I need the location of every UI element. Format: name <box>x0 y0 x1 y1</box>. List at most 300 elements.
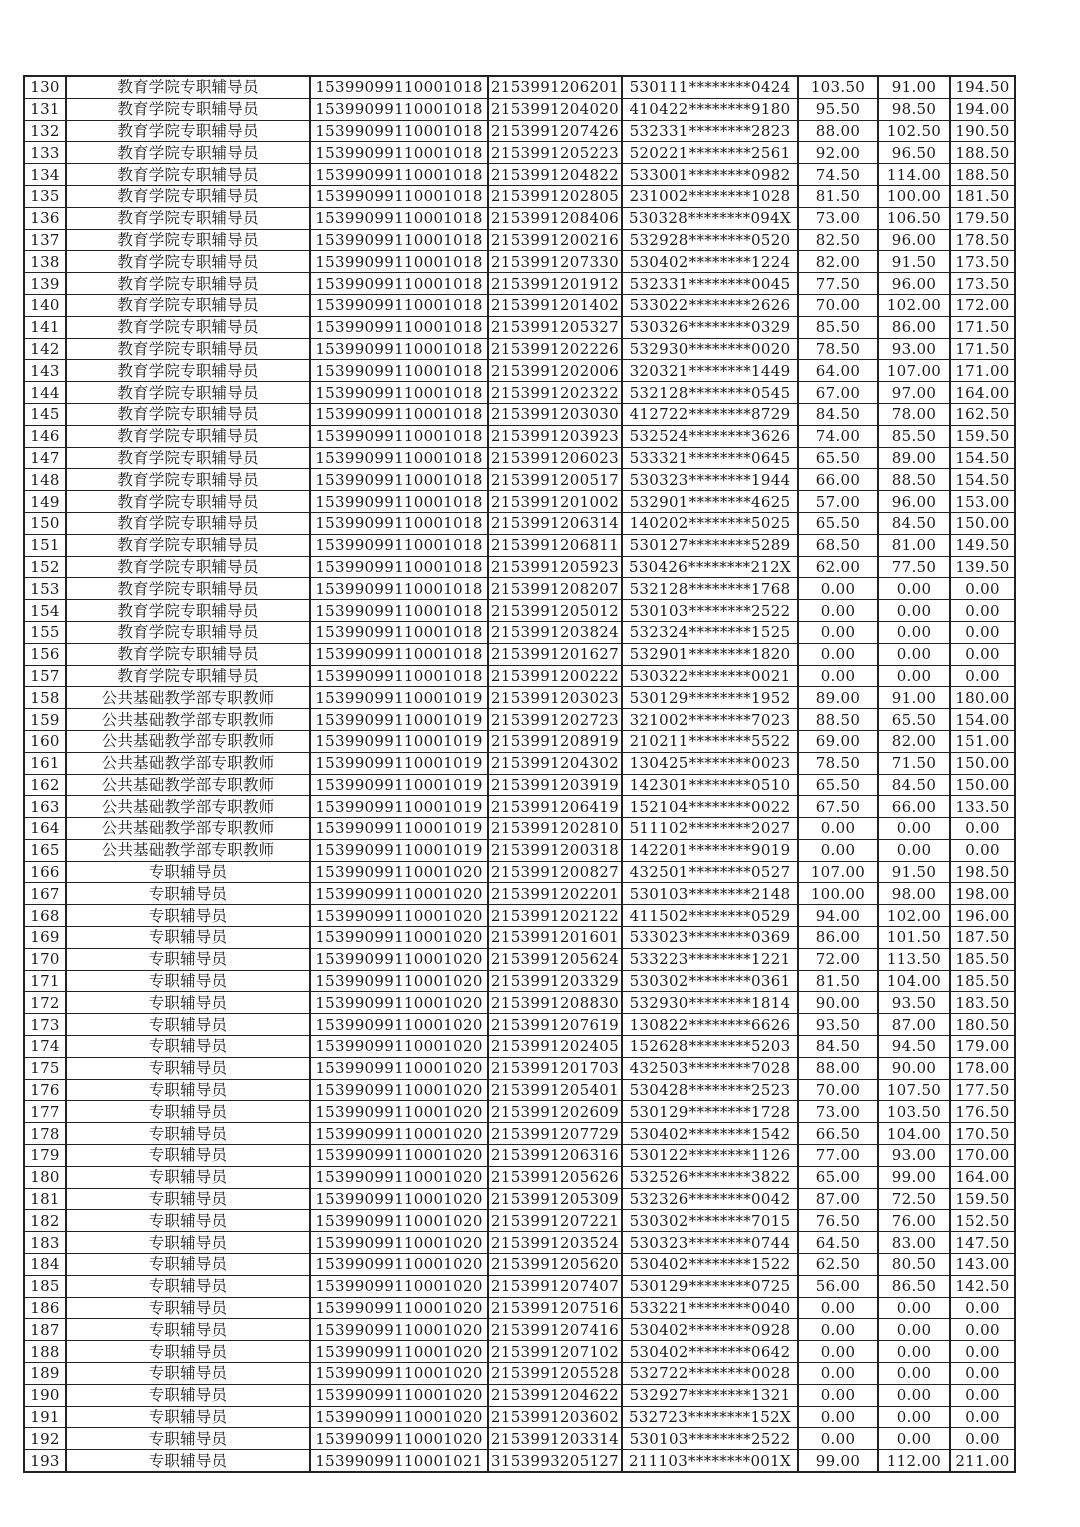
score-1-cell: 100.00 <box>798 883 878 905</box>
position-code-cell: 15399099110001020 <box>310 1101 488 1123</box>
position-code-cell: 15399099110001020 <box>310 1254 488 1276</box>
row-index-cell: 165 <box>24 839 66 861</box>
id-number-cell: 210211********5522 <box>622 730 798 752</box>
ticket-number-cell: 2153991203329 <box>488 970 622 992</box>
position-code-cell: 15399099110001020 <box>310 927 488 949</box>
score-1-cell: 0.00 <box>798 643 878 665</box>
position-code-cell: 15399099110001018 <box>310 273 488 295</box>
total-score-cell: 194.50 <box>950 76 1015 98</box>
position-cell: 专职辅导员 <box>66 883 310 905</box>
id-number-cell: 530122********1126 <box>622 1145 798 1167</box>
score-1-cell: 65.50 <box>798 774 878 796</box>
ticket-number-cell: 2153991205626 <box>488 1166 622 1188</box>
row-index-cell: 161 <box>24 752 66 774</box>
ticket-number-cell: 2153991207221 <box>488 1210 622 1232</box>
id-number-cell: 412722********8729 <box>622 403 798 425</box>
id-number-cell: 530111********0424 <box>622 76 798 98</box>
total-score-cell: 170.00 <box>950 1145 1015 1167</box>
score-2-cell: 91.50 <box>878 251 950 273</box>
id-number-cell: 532723********152X <box>622 1406 798 1428</box>
score-1-cell: 62.00 <box>798 556 878 578</box>
score-2-cell: 104.00 <box>878 1123 950 1145</box>
score-2-cell: 82.00 <box>878 730 950 752</box>
position-cell: 专职辅导员 <box>66 1079 310 1101</box>
position-code-cell: 15399099110001018 <box>310 316 488 338</box>
position-cell: 公共基础教学部专职教师 <box>66 796 310 818</box>
score-2-cell: 0.00 <box>878 1319 950 1341</box>
ticket-number-cell: 2153991202723 <box>488 709 622 731</box>
score-2-cell: 90.00 <box>878 1057 950 1079</box>
total-score-cell: 190.50 <box>950 120 1015 142</box>
position-cell: 专职辅导员 <box>66 1123 310 1145</box>
position-cell: 教育学院专职辅导员 <box>66 534 310 556</box>
score-1-cell: 78.50 <box>798 752 878 774</box>
total-score-cell: 164.00 <box>950 1166 1015 1188</box>
position-cell: 专职辅导员 <box>66 1145 310 1167</box>
position-code-cell: 15399099110001021 <box>310 1450 488 1472</box>
id-number-cell: 530103********2148 <box>622 883 798 905</box>
id-number-cell: 532901********1820 <box>622 643 798 665</box>
position-cell: 教育学院专职辅导员 <box>66 207 310 229</box>
table-row <box>24 730 1015 752</box>
row-index-cell: 155 <box>24 621 66 643</box>
score-1-cell: 67.00 <box>798 382 878 404</box>
score-2-cell: 113.50 <box>878 948 950 970</box>
score-2-cell: 107.00 <box>878 360 950 382</box>
id-number-cell: 511102********2027 <box>622 818 798 840</box>
table-row <box>24 447 1015 469</box>
position-cell: 公共基础教学部专职教师 <box>66 730 310 752</box>
table-row <box>24 665 1015 687</box>
total-score-cell: 159.50 <box>950 1188 1015 1210</box>
ticket-number-cell: 2153991202122 <box>488 905 622 927</box>
position-cell: 专职辅导员 <box>66 1014 310 1036</box>
table-row <box>24 360 1015 382</box>
score-1-cell: 90.00 <box>798 992 878 1014</box>
table-row <box>24 796 1015 818</box>
score-1-cell: 0.00 <box>798 1428 878 1450</box>
table-row <box>24 491 1015 513</box>
id-number-cell: 533321********0645 <box>622 447 798 469</box>
position-cell: 专职辅导员 <box>66 1210 310 1232</box>
ticket-number-cell: 2153991205223 <box>488 142 622 164</box>
total-score-cell: 0.00 <box>950 643 1015 665</box>
table-row <box>24 207 1015 229</box>
position-code-cell: 15399099110001020 <box>310 1406 488 1428</box>
row-index-cell: 139 <box>24 273 66 295</box>
score-1-cell: 0.00 <box>798 1341 878 1363</box>
total-score-cell: 143.00 <box>950 1254 1015 1276</box>
ticket-number-cell: 2153991204622 <box>488 1384 622 1406</box>
table-row <box>24 185 1015 207</box>
position-code-cell: 15399099110001018 <box>310 643 488 665</box>
position-cell: 教育学院专职辅导员 <box>66 294 310 316</box>
row-index-cell: 134 <box>24 164 66 186</box>
score-1-cell: 87.00 <box>798 1188 878 1210</box>
table-row <box>24 1275 1015 1297</box>
table-row <box>24 534 1015 556</box>
score-1-cell: 65.00 <box>798 1166 878 1188</box>
ticket-number-cell: 2153991207619 <box>488 1014 622 1036</box>
position-cell: 教育学院专职辅导员 <box>66 403 310 425</box>
score-1-cell: 69.00 <box>798 730 878 752</box>
ticket-number-cell: 2153991206419 <box>488 796 622 818</box>
position-code-cell: 15399099110001018 <box>310 534 488 556</box>
row-index-cell: 137 <box>24 229 66 251</box>
row-index-cell: 150 <box>24 512 66 534</box>
ticket-number-cell: 2153991200318 <box>488 839 622 861</box>
id-number-cell: 532901********4625 <box>622 491 798 513</box>
score-2-cell: 102.00 <box>878 294 950 316</box>
total-score-cell: 0.00 <box>950 665 1015 687</box>
total-score-cell: 171.50 <box>950 338 1015 360</box>
score-1-cell: 0.00 <box>798 1406 878 1428</box>
row-index-cell: 136 <box>24 207 66 229</box>
ticket-number-cell: 2153991207729 <box>488 1123 622 1145</box>
score-2-cell: 96.00 <box>878 273 950 295</box>
total-score-cell: 196.00 <box>950 905 1015 927</box>
id-number-cell: 533223********1221 <box>622 948 798 970</box>
table-row <box>24 273 1015 295</box>
table-row <box>24 1014 1015 1036</box>
position-cell: 专职辅导员 <box>66 1406 310 1428</box>
table-row <box>24 1036 1015 1058</box>
total-score-cell: 0.00 <box>950 818 1015 840</box>
score-1-cell: 88.50 <box>798 709 878 731</box>
row-index-cell: 140 <box>24 294 66 316</box>
position-code-cell: 15399099110001018 <box>310 76 488 98</box>
position-code-cell: 15399099110001020 <box>310 1341 488 1363</box>
score-2-cell: 71.50 <box>878 752 950 774</box>
total-score-cell: 153.00 <box>950 491 1015 513</box>
table-row <box>24 752 1015 774</box>
ticket-number-cell: 2153991203023 <box>488 687 622 709</box>
total-score-cell: 0.00 <box>950 1297 1015 1319</box>
score-1-cell: 88.00 <box>798 1057 878 1079</box>
table-row <box>24 1384 1015 1406</box>
table-row <box>24 1210 1015 1232</box>
score-2-cell: 106.50 <box>878 207 950 229</box>
row-index-cell: 135 <box>24 185 66 207</box>
row-index-cell: 142 <box>24 338 66 360</box>
id-number-cell: 411502********0529 <box>622 905 798 927</box>
row-index-cell: 180 <box>24 1166 66 1188</box>
position-code-cell: 15399099110001019 <box>310 774 488 796</box>
score-1-cell: 65.50 <box>798 447 878 469</box>
table-row <box>24 316 1015 338</box>
table-row <box>24 76 1015 98</box>
total-score-cell: 179.50 <box>950 207 1015 229</box>
id-number-cell: 532331********2823 <box>622 120 798 142</box>
position-code-cell: 15399099110001018 <box>310 621 488 643</box>
score-2-cell: 102.50 <box>878 120 950 142</box>
position-code-cell: 15399099110001018 <box>310 164 488 186</box>
ticket-number-cell: 2153991201601 <box>488 927 622 949</box>
position-cell: 教育学院专职辅导员 <box>66 185 310 207</box>
score-1-cell: 85.50 <box>798 316 878 338</box>
ticket-number-cell: 2153991204822 <box>488 164 622 186</box>
ticket-number-cell: 2153991202006 <box>488 360 622 382</box>
score-1-cell: 65.50 <box>798 512 878 534</box>
score-2-cell: 87.00 <box>878 1014 950 1036</box>
total-score-cell: 154.50 <box>950 469 1015 491</box>
row-index-cell: 163 <box>24 796 66 818</box>
table-row <box>24 927 1015 949</box>
position-code-cell: 15399099110001018 <box>310 251 488 273</box>
total-score-cell: 198.50 <box>950 861 1015 883</box>
ticket-number-cell: 3153993205127 <box>488 1450 622 1472</box>
table-row <box>24 229 1015 251</box>
total-score-cell: 180.00 <box>950 687 1015 709</box>
id-number-cell: 530302********7015 <box>622 1210 798 1232</box>
row-index-cell: 160 <box>24 730 66 752</box>
position-code-cell: 15399099110001020 <box>310 861 488 883</box>
row-index-cell: 176 <box>24 1079 66 1101</box>
position-code-cell: 15399099110001020 <box>310 1297 488 1319</box>
ticket-number-cell: 2153991202810 <box>488 818 622 840</box>
id-number-cell: 532331********0045 <box>622 273 798 295</box>
table-row <box>24 403 1015 425</box>
row-index-cell: 131 <box>24 98 66 120</box>
row-index-cell: 152 <box>24 556 66 578</box>
total-score-cell: 179.00 <box>950 1036 1015 1058</box>
row-index-cell: 192 <box>24 1428 66 1450</box>
position-code-cell: 15399099110001018 <box>310 98 488 120</box>
position-cell: 专职辅导员 <box>66 1428 310 1450</box>
table-row <box>24 839 1015 861</box>
position-code-cell: 15399099110001020 <box>310 1384 488 1406</box>
position-code-cell: 15399099110001020 <box>310 1123 488 1145</box>
ticket-number-cell: 2153991204020 <box>488 98 622 120</box>
total-score-cell: 181.50 <box>950 185 1015 207</box>
position-code-cell: 15399099110001020 <box>310 1188 488 1210</box>
total-score-cell: 139.50 <box>950 556 1015 578</box>
position-code-cell: 15399099110001018 <box>310 425 488 447</box>
total-score-cell: 0.00 <box>950 1341 1015 1363</box>
table-row <box>24 338 1015 360</box>
position-cell: 教育学院专职辅导员 <box>66 360 310 382</box>
row-index-cell: 144 <box>24 382 66 404</box>
row-index-cell: 166 <box>24 861 66 883</box>
id-number-cell: 533022********2626 <box>622 294 798 316</box>
id-number-cell: 530402********0928 <box>622 1319 798 1341</box>
position-cell: 教育学院专职辅导员 <box>66 382 310 404</box>
total-score-cell: 0.00 <box>950 578 1015 600</box>
table-row <box>24 818 1015 840</box>
position-cell: 专职辅导员 <box>66 1254 310 1276</box>
position-cell: 教育学院专职辅导员 <box>66 142 310 164</box>
id-number-cell: 231002********1028 <box>622 185 798 207</box>
score-2-cell: 114.00 <box>878 164 950 186</box>
ticket-number-cell: 2153991202322 <box>488 382 622 404</box>
score-2-cell: 91.00 <box>878 687 950 709</box>
score-2-cell: 65.50 <box>878 709 950 731</box>
table-row <box>24 600 1015 622</box>
table-row <box>24 1188 1015 1210</box>
total-score-cell: 183.50 <box>950 992 1015 1014</box>
score-1-cell: 94.00 <box>798 905 878 927</box>
total-score-cell: 0.00 <box>950 1319 1015 1341</box>
score-1-cell: 77.50 <box>798 273 878 295</box>
table-row <box>24 1254 1015 1276</box>
row-index-cell: 173 <box>24 1014 66 1036</box>
score-1-cell: 0.00 <box>798 621 878 643</box>
ticket-number-cell: 2153991206023 <box>488 447 622 469</box>
total-score-cell: 172.00 <box>950 294 1015 316</box>
ticket-number-cell: 2153991201402 <box>488 294 622 316</box>
score-1-cell: 64.50 <box>798 1232 878 1254</box>
id-number-cell: 520221********2561 <box>622 142 798 164</box>
row-index-cell: 181 <box>24 1188 66 1210</box>
score-1-cell: 0.00 <box>798 578 878 600</box>
position-cell: 教育学院专职辅导员 <box>66 98 310 120</box>
ticket-number-cell: 2153991206201 <box>488 76 622 98</box>
position-cell: 专职辅导员 <box>66 1101 310 1123</box>
score-1-cell: 77.00 <box>798 1145 878 1167</box>
score-1-cell: 0.00 <box>798 665 878 687</box>
table-row <box>24 948 1015 970</box>
score-1-cell: 88.00 <box>798 120 878 142</box>
score-2-cell: 0.00 <box>878 665 950 687</box>
total-score-cell: 133.50 <box>950 796 1015 818</box>
position-code-cell: 15399099110001018 <box>310 447 488 469</box>
position-cell: 公共基础教学部专职教师 <box>66 818 310 840</box>
position-code-cell: 15399099110001018 <box>310 185 488 207</box>
score-2-cell: 83.00 <box>878 1232 950 1254</box>
ticket-number-cell: 2153991202805 <box>488 185 622 207</box>
id-number-cell: 532930********0020 <box>622 338 798 360</box>
score-2-cell: 97.00 <box>878 382 950 404</box>
position-cell: 教育学院专职辅导员 <box>66 120 310 142</box>
position-code-cell: 15399099110001019 <box>310 818 488 840</box>
position-cell: 专职辅导员 <box>66 927 310 949</box>
score-2-cell: 0.00 <box>878 1406 950 1428</box>
score-2-cell: 84.50 <box>878 774 950 796</box>
id-number-cell: 530103********2522 <box>622 600 798 622</box>
ticket-number-cell: 2153991207416 <box>488 1319 622 1341</box>
table-row <box>24 578 1015 600</box>
score-2-cell: 103.50 <box>878 1101 950 1123</box>
score-2-cell: 66.00 <box>878 796 950 818</box>
score-1-cell: 82.00 <box>798 251 878 273</box>
score-1-cell: 95.50 <box>798 98 878 120</box>
position-cell: 专职辅导员 <box>66 861 310 883</box>
id-number-cell: 530402********1224 <box>622 251 798 273</box>
position-code-cell: 15399099110001020 <box>310 948 488 970</box>
row-index-cell: 190 <box>24 1384 66 1406</box>
ticket-number-cell: 2153991203824 <box>488 621 622 643</box>
score-1-cell: 70.00 <box>798 294 878 316</box>
score-1-cell: 0.00 <box>798 600 878 622</box>
id-number-cell: 152104********0022 <box>622 796 798 818</box>
ticket-number-cell: 2153991207407 <box>488 1275 622 1297</box>
total-score-cell: 177.50 <box>950 1079 1015 1101</box>
score-2-cell: 112.00 <box>878 1450 950 1472</box>
id-number-cell: 530323********0744 <box>622 1232 798 1254</box>
ticket-number-cell: 2153991205620 <box>488 1254 622 1276</box>
row-index-cell: 191 <box>24 1406 66 1428</box>
ticket-number-cell: 2153991203030 <box>488 403 622 425</box>
position-cell: 专职辅导员 <box>66 1341 310 1363</box>
position-cell: 专职辅导员 <box>66 1188 310 1210</box>
total-score-cell: 187.50 <box>950 927 1015 949</box>
score-2-cell: 0.00 <box>878 643 950 665</box>
id-number-cell: 211103********001X <box>622 1450 798 1472</box>
position-code-cell: 15399099110001018 <box>310 120 488 142</box>
ticket-number-cell: 2153991208406 <box>488 207 622 229</box>
row-index-cell: 182 <box>24 1210 66 1232</box>
table-row <box>24 294 1015 316</box>
position-code-cell: 15399099110001018 <box>310 382 488 404</box>
score-1-cell: 66.50 <box>798 1123 878 1145</box>
position-code-cell: 15399099110001020 <box>310 1145 488 1167</box>
table-row <box>24 1406 1015 1428</box>
ticket-number-cell: 2153991201002 <box>488 491 622 513</box>
position-code-cell: 15399099110001020 <box>310 1079 488 1101</box>
position-code-cell: 15399099110001018 <box>310 229 488 251</box>
score-1-cell: 0.00 <box>798 818 878 840</box>
row-index-cell: 154 <box>24 600 66 622</box>
score-1-cell: 86.00 <box>798 927 878 949</box>
ticket-number-cell: 2153991207330 <box>488 251 622 273</box>
total-score-cell: 154.50 <box>950 447 1015 469</box>
position-cell: 教育学院专职辅导员 <box>66 600 310 622</box>
id-number-cell: 320321********1449 <box>622 360 798 382</box>
id-number-cell: 530322********0021 <box>622 665 798 687</box>
score-1-cell: 67.50 <box>798 796 878 818</box>
table-row <box>24 774 1015 796</box>
total-score-cell: 147.50 <box>950 1232 1015 1254</box>
position-cell: 公共基础教学部专职教师 <box>66 774 310 796</box>
position-cell: 专职辅导员 <box>66 905 310 927</box>
position-cell: 专职辅导员 <box>66 1232 310 1254</box>
ticket-number-cell: 2153991202201 <box>488 883 622 905</box>
table-row <box>24 556 1015 578</box>
total-score-cell: 164.00 <box>950 382 1015 404</box>
score-2-cell: 98.50 <box>878 98 950 120</box>
position-cell: 教育学院专职辅导员 <box>66 512 310 534</box>
position-code-cell: 15399099110001018 <box>310 207 488 229</box>
id-number-cell: 530426********212X <box>622 556 798 578</box>
id-number-cell: 532927********1321 <box>622 1384 798 1406</box>
row-index-cell: 148 <box>24 469 66 491</box>
total-score-cell: 171.00 <box>950 360 1015 382</box>
score-2-cell: 0.00 <box>878 600 950 622</box>
table-row <box>24 621 1015 643</box>
position-cell: 教育学院专职辅导员 <box>66 273 310 295</box>
position-cell: 教育学院专职辅导员 <box>66 229 310 251</box>
row-index-cell: 188 <box>24 1341 66 1363</box>
row-index-cell: 169 <box>24 927 66 949</box>
total-score-cell: 178.50 <box>950 229 1015 251</box>
ticket-number-cell: 2153991206811 <box>488 534 622 556</box>
ticket-number-cell: 2153991204302 <box>488 752 622 774</box>
position-code-cell: 15399099110001020 <box>310 970 488 992</box>
ticket-number-cell: 2153991203923 <box>488 425 622 447</box>
score-2-cell: 81.00 <box>878 534 950 556</box>
table-row <box>24 1166 1015 1188</box>
score-1-cell: 57.00 <box>798 491 878 513</box>
table-row <box>24 142 1015 164</box>
score-2-cell: 89.00 <box>878 447 950 469</box>
table-row <box>24 1341 1015 1363</box>
score-2-cell: 98.00 <box>878 883 950 905</box>
position-cell: 教育学院专职辅导员 <box>66 425 310 447</box>
ticket-number-cell: 2153991206316 <box>488 1145 622 1167</box>
table-row <box>24 1101 1015 1123</box>
score-2-cell: 96.50 <box>878 142 950 164</box>
id-number-cell: 530402********1542 <box>622 1123 798 1145</box>
